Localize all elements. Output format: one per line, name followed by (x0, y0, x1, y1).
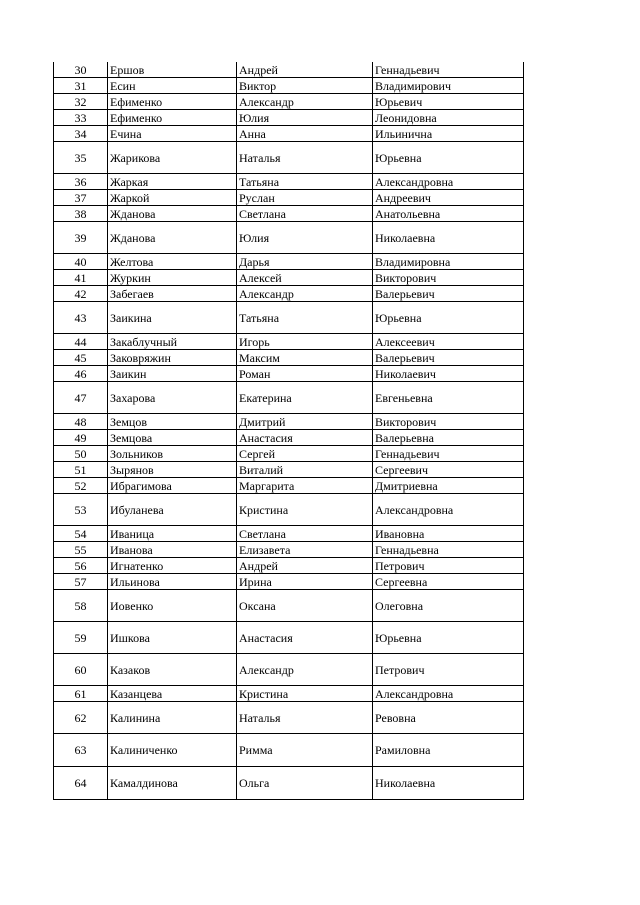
patronymic-cell: Николаевич (373, 366, 524, 382)
table-row (54, 702, 524, 734)
row-number: 33 (54, 110, 108, 126)
first-name-cell: Наталья (237, 142, 373, 174)
row-number: 39 (54, 222, 108, 254)
table-row (54, 62, 524, 78)
surname-cell: Жарикова (108, 142, 237, 174)
surname-cell: Ечина (108, 126, 237, 142)
row-number: 53 (54, 494, 108, 526)
table-row (54, 574, 524, 590)
surname-cell: Казаков (108, 654, 237, 686)
row-number: 40 (54, 254, 108, 270)
surname-cell: Закаблучный (108, 334, 237, 350)
table-row (54, 286, 524, 302)
row-number: 45 (54, 350, 108, 366)
patronymic-cell: Алексеевич (373, 334, 524, 350)
first-name-cell: Екатерина (237, 382, 373, 414)
patronymic-cell: Геннадьевич (373, 62, 524, 78)
table-row (54, 78, 524, 94)
patronymic-cell: Петрович (373, 558, 524, 574)
surname-cell: Ибуланева (108, 494, 237, 526)
row-number: 48 (54, 414, 108, 430)
table-row (54, 430, 524, 446)
patronymic-cell: Юрьевич (373, 94, 524, 110)
first-name-cell: Виталий (237, 462, 373, 478)
patronymic-cell: Викторович (373, 270, 524, 286)
table-row (54, 542, 524, 558)
surname-cell: Желтова (108, 254, 237, 270)
first-name-cell: Александр (237, 654, 373, 686)
surname-cell: Зольников (108, 446, 237, 462)
table-row (54, 254, 524, 270)
surname-cell: Земцова (108, 430, 237, 446)
row-number: 62 (54, 702, 108, 734)
surname-cell: Забегаев (108, 286, 237, 302)
first-name-cell: Кристина (237, 494, 373, 526)
table-row (54, 382, 524, 414)
surname-cell: Журкин (108, 270, 237, 286)
first-name-cell: Татьяна (237, 174, 373, 190)
surname-cell: Казанцева (108, 686, 237, 702)
row-number: 49 (54, 430, 108, 446)
row-number: 55 (54, 542, 108, 558)
surname-cell: Калинина (108, 702, 237, 734)
row-number: 37 (54, 190, 108, 206)
table-row (54, 462, 524, 478)
table-row (54, 126, 524, 142)
patronymic-cell: Юрьевна (373, 622, 524, 654)
first-name-cell: Александр (237, 286, 373, 302)
patronymic-cell: Петрович (373, 654, 524, 686)
row-number: 57 (54, 574, 108, 590)
table-row (54, 190, 524, 206)
surname-cell: Захарова (108, 382, 237, 414)
surname-cell: Жданова (108, 206, 237, 222)
first-name-cell: Елизавета (237, 542, 373, 558)
patronymic-cell: Леонидовна (373, 110, 524, 126)
first-name-cell: Наталья (237, 702, 373, 734)
row-number: 61 (54, 686, 108, 702)
row-number: 63 (54, 734, 108, 767)
row-number: 59 (54, 622, 108, 654)
row-number: 30 (54, 62, 108, 78)
first-name-cell: Андрей (237, 558, 373, 574)
table-row (54, 767, 524, 800)
row-number: 52 (54, 478, 108, 494)
surname-cell: Заикин (108, 366, 237, 382)
row-number: 36 (54, 174, 108, 190)
surname-cell: Ибрагимова (108, 478, 237, 494)
row-number: 32 (54, 94, 108, 110)
patronymic-cell: Юрьевна (373, 302, 524, 334)
surname-cell: Иовенко (108, 590, 237, 622)
patronymic-cell: Сергеевна (373, 574, 524, 590)
table-row (54, 334, 524, 350)
surname-cell: Ершов (108, 62, 237, 78)
patronymic-cell: Владимировна (373, 254, 524, 270)
first-name-cell: Дмитрий (237, 414, 373, 430)
first-name-cell: Юлия (237, 110, 373, 126)
patronymic-cell: Анатольевна (373, 206, 524, 222)
table-row (54, 94, 524, 110)
first-name-cell: Роман (237, 366, 373, 382)
surname-cell: Ишкова (108, 622, 237, 654)
surname-cell: Заикина (108, 302, 237, 334)
patronymic-cell: Геннадьевна (373, 542, 524, 558)
names-table (53, 62, 524, 800)
surname-cell: Ефименко (108, 94, 237, 110)
surname-cell: Есин (108, 78, 237, 94)
first-name-cell: Юлия (237, 222, 373, 254)
first-name-cell: Анастасия (237, 622, 373, 654)
row-number: 41 (54, 270, 108, 286)
row-number: 46 (54, 366, 108, 382)
table-row (54, 270, 524, 286)
row-number: 54 (54, 526, 108, 542)
table-row (54, 414, 524, 430)
surname-cell: Земцов (108, 414, 237, 430)
patronymic-cell: Олеговна (373, 590, 524, 622)
first-name-cell: Анастасия (237, 430, 373, 446)
patronymic-cell: Ивановна (373, 526, 524, 542)
row-number: 38 (54, 206, 108, 222)
patronymic-cell: Андреевич (373, 190, 524, 206)
table-row (54, 558, 524, 574)
first-name-cell: Светлана (237, 526, 373, 542)
first-name-cell: Ольга (237, 767, 373, 800)
row-number: 58 (54, 590, 108, 622)
surname-cell: Игнатенко (108, 558, 237, 574)
surname-cell: Иванова (108, 542, 237, 558)
patronymic-cell: Александровна (373, 494, 524, 526)
patronymic-cell: Николаевна (373, 222, 524, 254)
patronymic-cell: Рамиловна (373, 734, 524, 767)
table-row (54, 526, 524, 542)
patronymic-cell: Валерьевич (373, 286, 524, 302)
row-number: 35 (54, 142, 108, 174)
first-name-cell: Татьяна (237, 302, 373, 334)
first-name-cell: Игорь (237, 334, 373, 350)
surname-cell: Жаркая (108, 174, 237, 190)
patronymic-cell: Евгеньевна (373, 382, 524, 414)
table-row (54, 686, 524, 702)
first-name-cell: Маргарита (237, 478, 373, 494)
row-number: 42 (54, 286, 108, 302)
patronymic-cell: Ревовна (373, 702, 524, 734)
first-name-cell: Александр (237, 94, 373, 110)
first-name-cell: Сергей (237, 446, 373, 462)
first-name-cell: Ирина (237, 574, 373, 590)
row-number: 47 (54, 382, 108, 414)
row-number: 44 (54, 334, 108, 350)
first-name-cell: Оксана (237, 590, 373, 622)
table-row (54, 174, 524, 190)
table-row (54, 302, 524, 334)
surname-cell: Заковряжин (108, 350, 237, 366)
patronymic-cell: Юрьевна (373, 142, 524, 174)
table-row (54, 494, 524, 526)
first-name-cell: Римма (237, 734, 373, 767)
first-name-cell: Дарья (237, 254, 373, 270)
surname-cell: Камалдинова (108, 767, 237, 800)
patronymic-cell: Дмитриевна (373, 478, 524, 494)
patronymic-cell: Ильинична (373, 126, 524, 142)
first-name-cell: Виктор (237, 78, 373, 94)
surname-cell: Жаркой (108, 190, 237, 206)
table-row (54, 142, 524, 174)
row-number: 56 (54, 558, 108, 574)
patronymic-cell: Сергеевич (373, 462, 524, 478)
row-number: 51 (54, 462, 108, 478)
surname-cell: Ефименко (108, 110, 237, 126)
table-row (54, 734, 524, 767)
row-number: 31 (54, 78, 108, 94)
patronymic-cell: Геннадьевич (373, 446, 524, 462)
table-row (54, 350, 524, 366)
first-name-cell: Андрей (237, 62, 373, 78)
row-number: 60 (54, 654, 108, 686)
surname-cell: Ильинова (108, 574, 237, 590)
table-row (54, 622, 524, 654)
first-name-cell: Алексей (237, 270, 373, 286)
table-row (54, 590, 524, 622)
table-row (54, 654, 524, 686)
names-table-body (54, 62, 524, 800)
patronymic-cell: Валерьевич (373, 350, 524, 366)
table-row (54, 478, 524, 494)
table-row (54, 110, 524, 126)
patronymic-cell: Николаевна (373, 767, 524, 800)
first-name-cell: Руслан (237, 190, 373, 206)
surname-cell: Калиниченко (108, 734, 237, 767)
row-number: 43 (54, 302, 108, 334)
first-name-cell: Анна (237, 126, 373, 142)
patronymic-cell: Александровна (373, 686, 524, 702)
patronymic-cell: Викторович (373, 414, 524, 430)
table-row (54, 366, 524, 382)
surname-cell: Зырянов (108, 462, 237, 478)
first-name-cell: Максим (237, 350, 373, 366)
surname-cell: Иваница (108, 526, 237, 542)
row-number: 50 (54, 446, 108, 462)
row-number: 34 (54, 126, 108, 142)
surname-cell: Жданова (108, 222, 237, 254)
patronymic-cell: Владимирович (373, 78, 524, 94)
table-row (54, 222, 524, 254)
first-name-cell: Кристина (237, 686, 373, 702)
table-row (54, 206, 524, 222)
row-number: 64 (54, 767, 108, 800)
patronymic-cell: Валерьевна (373, 430, 524, 446)
table-row (54, 446, 524, 462)
patronymic-cell: Александровна (373, 174, 524, 190)
first-name-cell: Светлана (237, 206, 373, 222)
